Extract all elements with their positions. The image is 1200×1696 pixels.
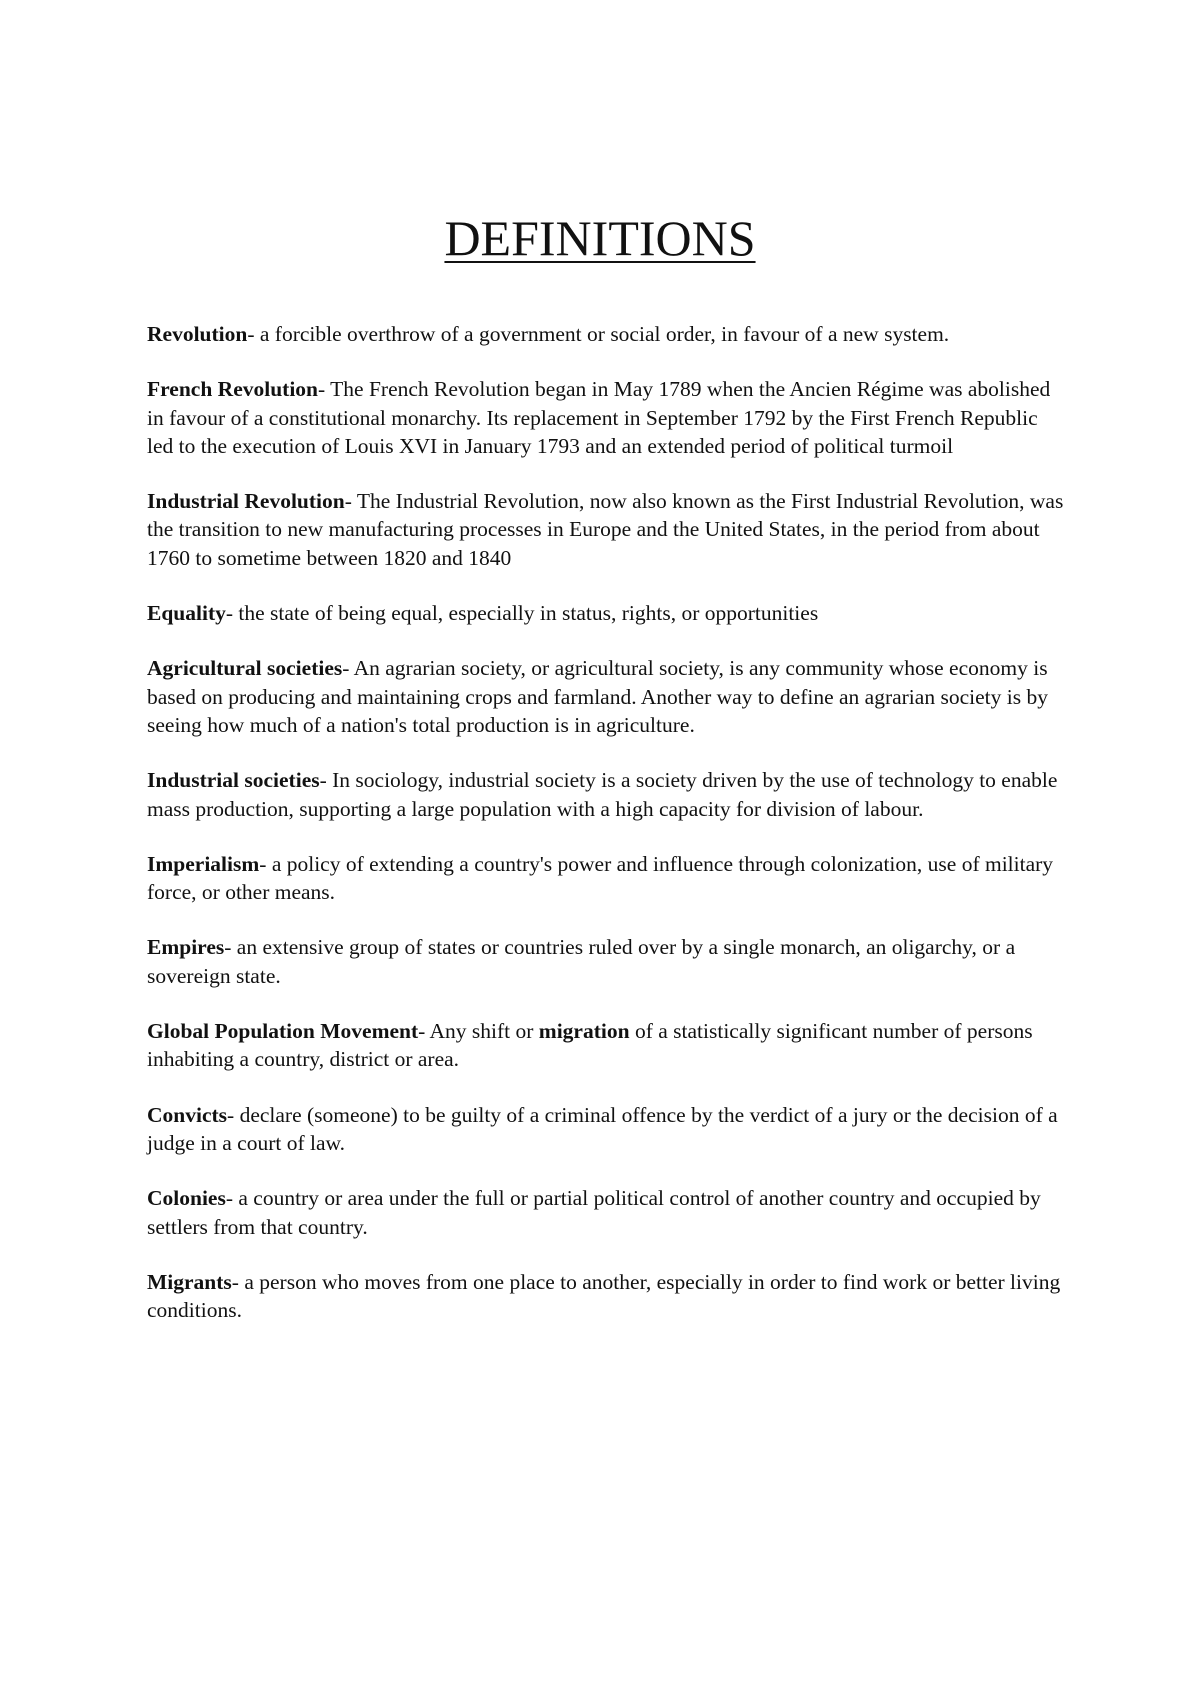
definition-text: - an extensive group of states or countries ruled over by a single monarch, an oligarchy, or a sovereign state. — [147, 935, 1016, 988]
definition-emphasis: migration — [538, 1019, 630, 1044]
definition-global-population-movement — [147, 1017, 1067, 1074]
definition-convicts — [147, 1101, 1067, 1158]
definition-term: French Revolution — [147, 377, 319, 402]
definition-term: Colonies — [147, 1186, 226, 1211]
definition-term: Empires — [147, 935, 225, 960]
definition-text-before: - Any shift or — [418, 1019, 539, 1044]
definition-term: Convicts — [147, 1102, 228, 1127]
definition-agricultural-societies — [147, 654, 1067, 739]
definition-term: Industrial societies — [147, 768, 320, 793]
definition-migrants — [147, 1268, 1067, 1325]
definition-text: - a forcible overthrow of a government or social order, in favour of a new system. — [247, 322, 950, 346]
definition-term: Industrial Revolution — [147, 489, 345, 514]
definition-text: - An agrarian society, or agricultural society, is any community whose economy is based on producing and maintaining crops and farmland. Another way to define an agrarian society is by seeing how much of a nation's total production is in agriculture. — [147, 656, 1048, 737]
definition-term: Global Population Movement — [147, 1019, 419, 1044]
definition-text: - declare (someone) to be guilty of a criminal offence by the verdict of a jury or the decision of a judge in a court of law. — [147, 1102, 1058, 1155]
definition-text: of a statistically significant number of persons inhabiting a country, district or area. — [147, 1019, 1033, 1072]
definition-term: Imperialism — [147, 851, 260, 876]
definition-term: Migrants — [147, 1269, 232, 1294]
definition-text: - the state of being equal, especially in status, rights, or opportunities — [225, 601, 819, 626]
definition-imperialism — [147, 850, 1067, 907]
definition-colonies — [147, 1184, 1067, 1241]
definition-empires — [147, 933, 1067, 990]
definition-text: - a policy of extending a country's power and influence through colonization, use of military force, or other means. — [147, 851, 1054, 905]
definition-text: - a person who moves from one place to another, especially in order to find work or better living conditions. — [147, 1269, 1061, 1323]
definition-revolution — [147, 320, 1067, 348]
definition-text: - The French Revolution began in May 1789 when the Ancien Régime was abolished in favour of a constitutional monarchy. Its replacement in September 1792 by the First French Republic led to the execution of Louis XVI in January 1793 and an extended period of political turmoil — [147, 377, 1051, 458]
page-title: DEFINITIONS — [444, 210, 756, 266]
definition-term: Agricultural societies — [147, 656, 343, 681]
definition-industrial-revolution — [147, 487, 1067, 572]
definition-french-revolution — [147, 375, 1067, 460]
definition-text: - In sociology, industrial society is a society driven by the use of technology to enable mass production, supporting a large population with a high capacity for division of labour. — [147, 768, 1058, 821]
definition-industrial-societies — [147, 766, 1067, 823]
definitions-list — [147, 320, 1067, 1351]
definition-equality — [147, 599, 1067, 627]
definition-term: Equality — [147, 601, 226, 626]
definition-text: - a country or area under the full or partial political control of another country and occupied by settlers from that country. — [147, 1186, 1041, 1239]
definition-term: Revolution — [147, 322, 248, 346]
definition-text: - The Industrial Revolution, now also known as the First Industrial Revolution, was the transition to new manufacturing processes in Europe and the United States, in the period from about 1760 to sometime between 1820 and 1840 — [147, 489, 1064, 570]
